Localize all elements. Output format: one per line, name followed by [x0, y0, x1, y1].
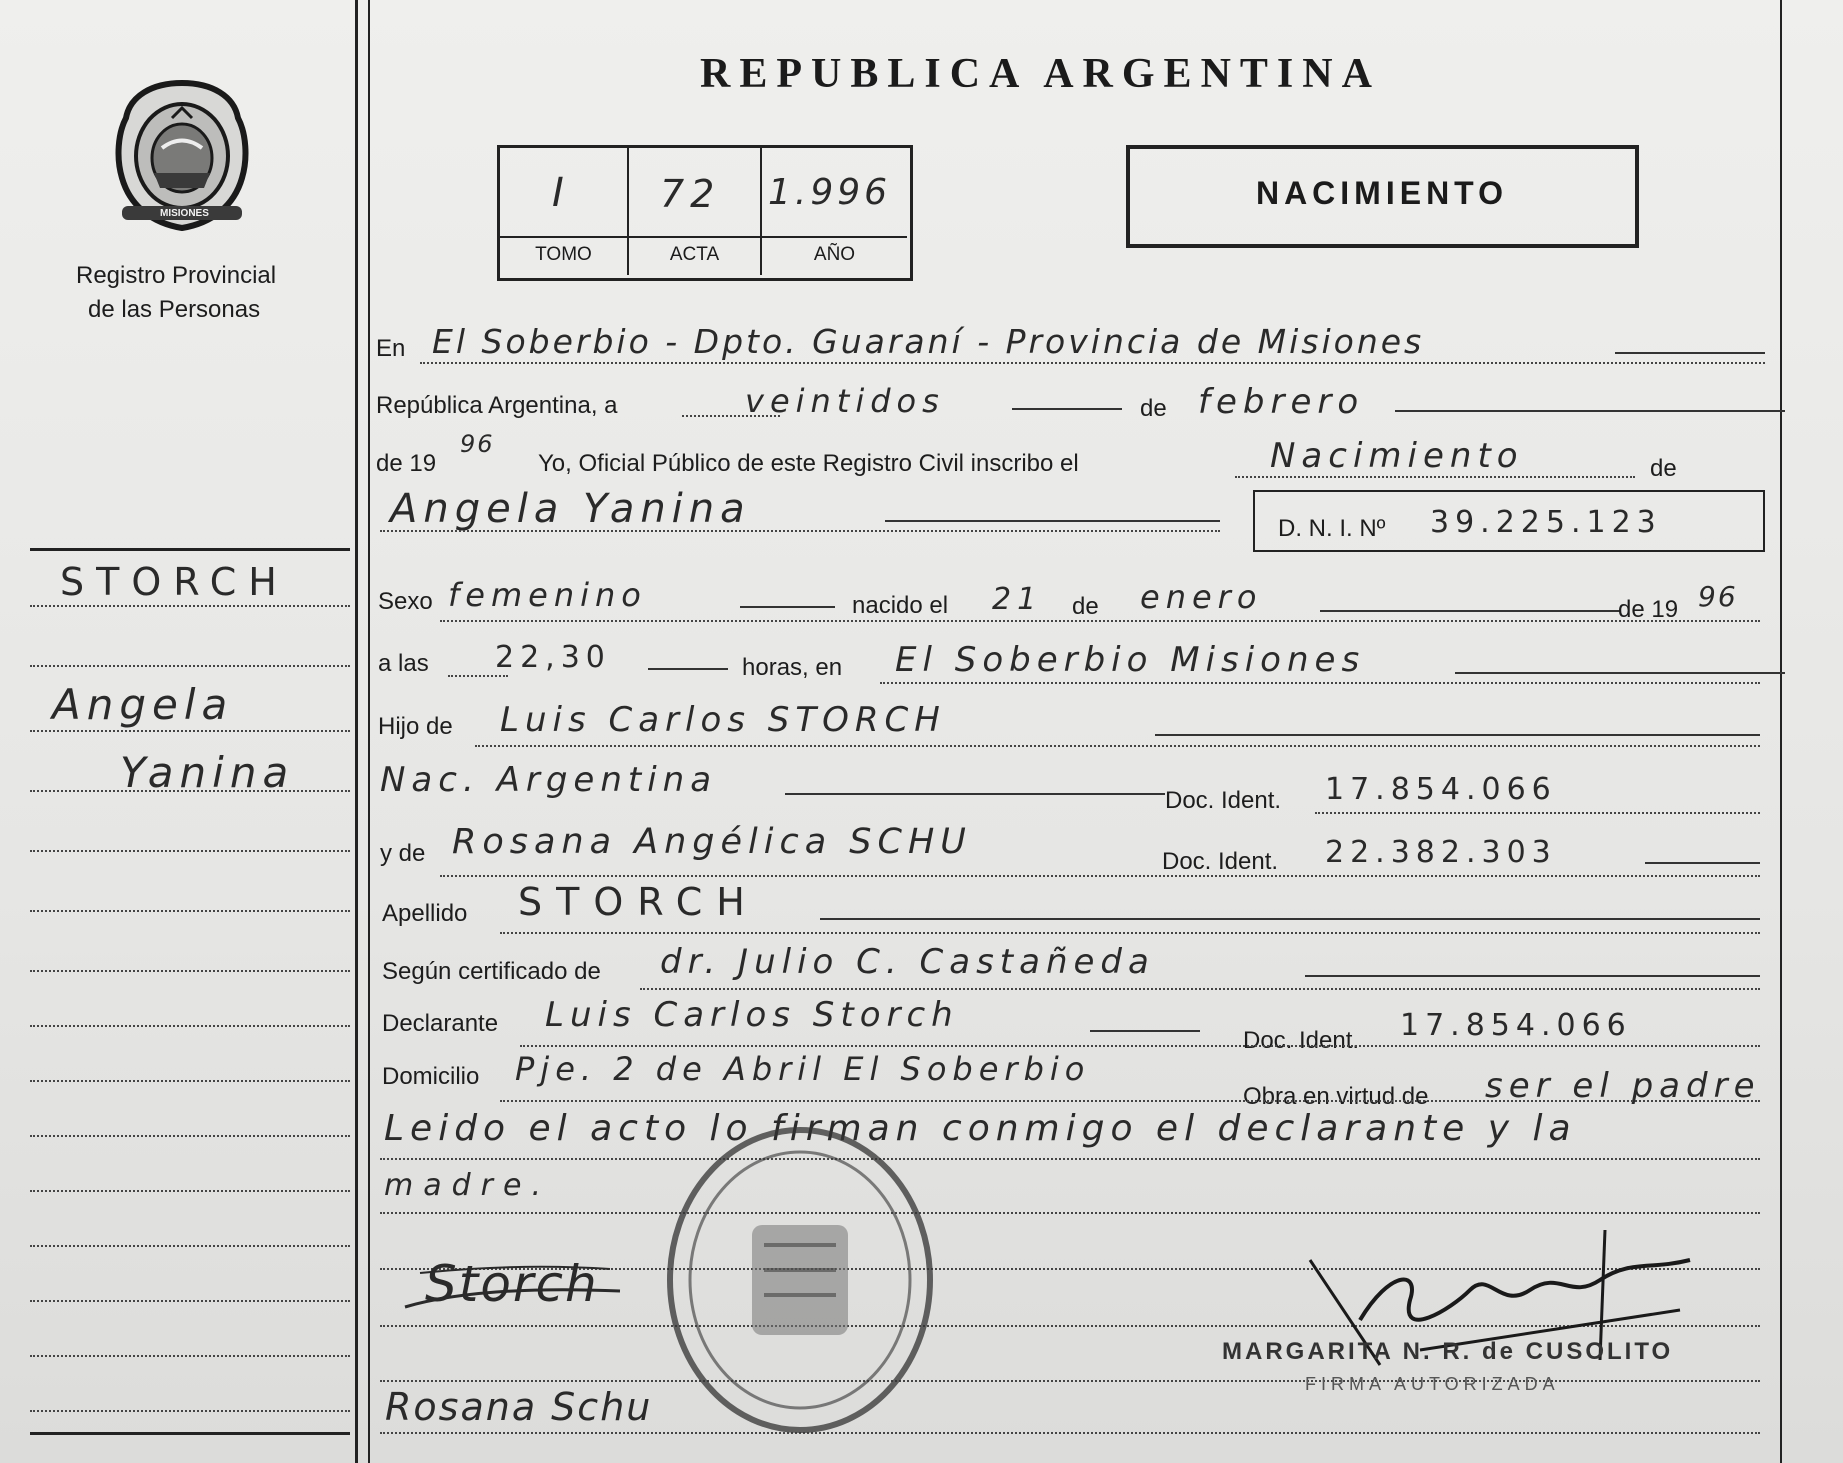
label-republica: República Argentina, a [376, 392, 618, 419]
line-birth-month [1320, 610, 1620, 612]
dots-domicilio [500, 1100, 1760, 1102]
country-title: REPUBLICA ARGENTINA [700, 51, 1381, 97]
dots-place [880, 682, 1760, 684]
line-certificado [1305, 975, 1760, 977]
label-de: de [1140, 395, 1167, 422]
line-father-name [1155, 734, 1760, 736]
dots-child-name [380, 530, 1220, 532]
official-role: FIRMA AUTORIZADA [1305, 1374, 1560, 1394]
value-dni: 39.225.123 [1430, 505, 1662, 540]
signature-declarante: Storch [425, 1255, 599, 1313]
value-en: El Soberbio - Dpto. Guaraní - Provincia de Misiones [432, 322, 1425, 361]
value-birth-month: enero [1140, 578, 1263, 616]
dots-mother [440, 875, 1760, 877]
value-father-doc: 17.854.066 [1325, 772, 1557, 807]
form-right-border [1780, 0, 1782, 1463]
acta-label: ACTA [669, 244, 720, 265]
value-note-line2: madre. [384, 1168, 551, 1203]
label-apellido: Apellido [382, 900, 468, 927]
value-domicilio: Pje. 2 de Abril El Soberbio [515, 1050, 1091, 1088]
dots-hour [448, 675, 508, 677]
line-month [1395, 410, 1785, 412]
label-year-prefix: de 19 [376, 450, 437, 477]
label-hijo: Hijo de [378, 713, 453, 740]
dots-father-doc [1315, 812, 1760, 814]
seal-banner-text: MISIONES [160, 208, 209, 219]
margin-rule [30, 910, 350, 912]
dots-declarante [520, 1045, 1760, 1047]
margin-name-line2: Yanina [120, 748, 295, 797]
dots-certificado [640, 988, 1760, 990]
tomo-value: I [552, 170, 570, 216]
margin-rule [30, 1300, 350, 1302]
official-name: MARGARITA N. R. de CUSOLITO [1222, 1338, 1674, 1365]
value-birth-year: 96 [1698, 580, 1738, 613]
margin-rule [30, 850, 350, 852]
label-nacido: nacido el [852, 592, 949, 619]
line-father-nat [785, 793, 1165, 795]
line-sexo [740, 606, 835, 608]
signature-strike-icon [400, 1255, 630, 1325]
margin-rule [30, 1410, 350, 1412]
line-hour [648, 668, 728, 670]
label-de-3: de [1072, 593, 1099, 620]
margin-surname: STORCH [60, 560, 289, 604]
official-stamp-icon [660, 1120, 940, 1440]
value-father-nat: Nac. Argentina [380, 760, 718, 800]
line-declarante [1090, 1030, 1200, 1032]
left-panel-border [355, 0, 358, 1463]
value-birth-day: 21 [992, 582, 1043, 617]
label-dni: D. N. I. Nº [1278, 515, 1386, 542]
margin-top-rule [30, 548, 350, 551]
line-apellido [820, 918, 1760, 920]
value-apellido: STORCH [518, 880, 759, 924]
margin-rule [30, 1190, 350, 1192]
margin-name-line1: Angela [52, 680, 234, 729]
dots-sexo [440, 620, 1760, 622]
label-doc-father: Doc. Ident. [1165, 787, 1282, 814]
value-place: El Soberbio Misiones [895, 640, 1366, 680]
label-segun: Según certificado de [382, 958, 601, 985]
value-obra: ser el padre [1485, 1066, 1761, 1106]
value-note-line1: Leido el acto lo firman conmigo el declarante y la [384, 1108, 1577, 1149]
margin-rule [30, 605, 350, 607]
value-child-name: Angela Yanina [390, 486, 751, 532]
margin-rule [30, 1025, 350, 1027]
value-hour: 22,30 [495, 640, 611, 675]
margin-bottom-rule [30, 1432, 350, 1435]
label-declarante: Declarante [382, 1010, 499, 1037]
label-doc-declarante: Doc. Ident. [1243, 1027, 1360, 1054]
value-year: 96 [460, 430, 495, 458]
signature-madre: Rosana Schu [385, 1385, 653, 1429]
line-child-name [885, 520, 1220, 522]
anio-label: AÑO [813, 244, 856, 265]
label-obra: Obra en virtud de [1243, 1083, 1429, 1110]
value-declarante: Luis Carlos Storch [545, 995, 959, 1035]
line-place [1455, 672, 1785, 674]
label-sexo: Sexo [378, 588, 433, 615]
value-sexo: femenino [448, 576, 647, 614]
margin-rule [30, 790, 350, 792]
label-de-2: de [1650, 455, 1677, 482]
line-en [1615, 352, 1765, 354]
value-event: Nacimiento [1270, 436, 1524, 476]
line-mother-doc [1645, 862, 1760, 864]
dots-father-name [475, 745, 1760, 747]
dots-apellido [500, 932, 1760, 934]
margin-rule [30, 1245, 350, 1247]
margin-rule [30, 665, 350, 667]
label-birth-year-prefix: de 19 [1618, 596, 1679, 623]
value-certificado: dr. Julio C. Castañeda [660, 942, 1155, 982]
line-day [1012, 408, 1122, 410]
margin-rule [30, 730, 350, 732]
anio-value: 1.996 [768, 172, 892, 213]
value-mother-name: Rosana Angélica SCHU [452, 822, 972, 862]
margin-rule [30, 1080, 350, 1082]
dots-en [420, 362, 1765, 364]
value-mother-doc: 22.382.303 [1325, 835, 1557, 870]
record-type-label: NACIMIENTO [1255, 175, 1509, 211]
value-declarante-doc: 17.854.066 [1400, 1008, 1632, 1043]
label-alas: a las [378, 650, 429, 677]
label-en: En [376, 335, 406, 362]
label-horas: horas, en [742, 654, 843, 681]
value-father-name: Luis Carlos STORCH [500, 700, 946, 740]
label-yde: y de [380, 840, 426, 867]
margin-rule [30, 970, 350, 972]
margin-rule [30, 1135, 350, 1137]
label-doc-mother: Doc. Ident. [1162, 848, 1279, 875]
registry-name-line1: Registro Provincial [76, 262, 277, 289]
value-day: veintidos [745, 382, 945, 420]
record-box-divider [500, 236, 907, 238]
margin-rule [30, 1355, 350, 1357]
dots-note-1 [380, 1158, 1760, 1160]
label-oficial: Yo, Oficial Público de este Registro Civil inscribo el [538, 450, 1079, 477]
form-left-border [368, 0, 370, 1463]
tomo-label: TOMO [535, 244, 592, 265]
dots-note-6 [380, 1432, 1760, 1434]
label-domicilio: Domicilio [382, 1063, 480, 1090]
value-month: febrero [1198, 382, 1365, 422]
acta-value: 72 [660, 172, 721, 216]
registry-name-line2: de las Personas [88, 296, 261, 323]
dots-event [1235, 476, 1635, 478]
